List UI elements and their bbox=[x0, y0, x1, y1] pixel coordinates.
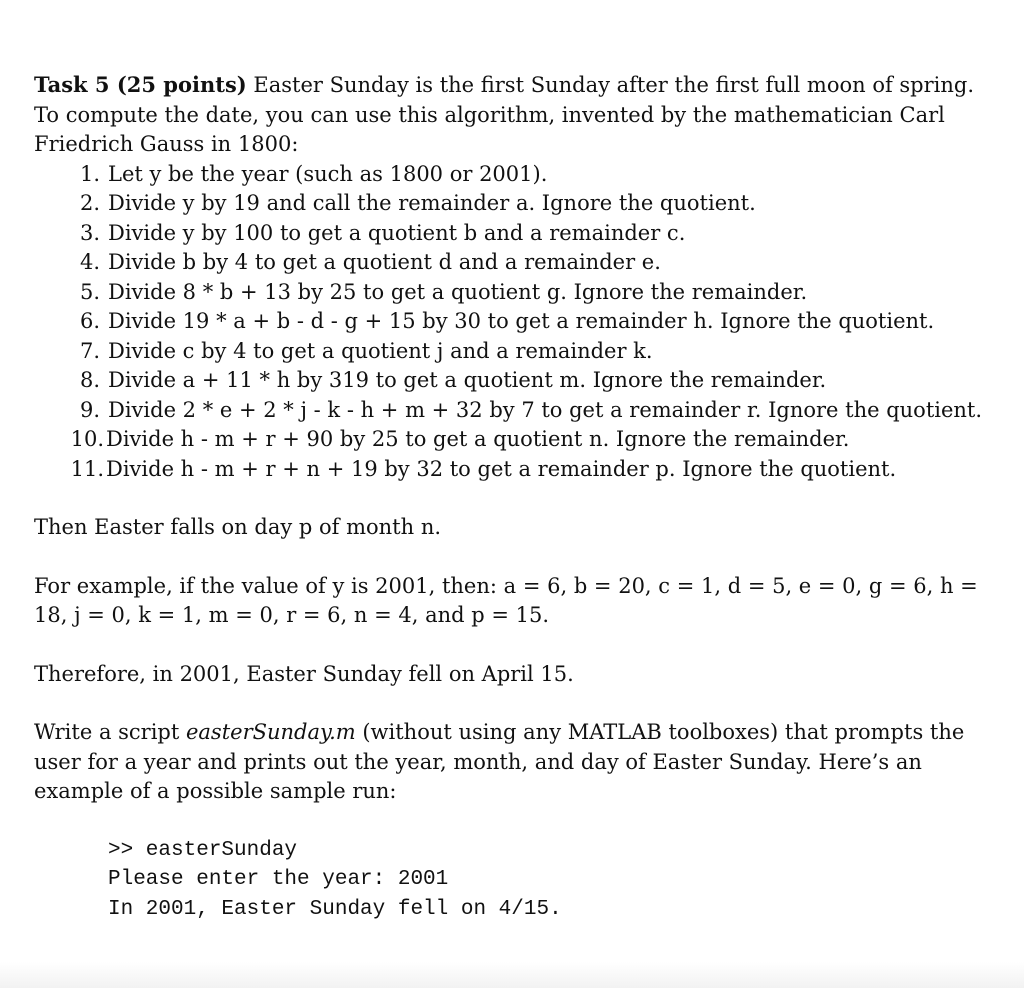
step-number: 7. bbox=[79, 338, 100, 363]
step-text: Divide b by 4 to get a quotient d and a remainder e. bbox=[108, 250, 661, 274]
step-text: Let y be the year (such as 1800 or 2001). bbox=[108, 161, 548, 186]
task-intro-paragraph bbox=[34, 70, 994, 160]
list-item bbox=[34, 366, 994, 396]
list-item bbox=[34, 307, 994, 337]
step-number: 5. bbox=[79, 279, 100, 304]
sample-run-code-block bbox=[34, 836, 994, 925]
step-text: Divide a + 11 * h by 319 to get a quotient m. Ignore the remainder. bbox=[108, 368, 827, 392]
list-item bbox=[34, 455, 994, 485]
list-item bbox=[34, 219, 994, 249]
paragraph-spacer bbox=[34, 631, 994, 660]
step-number: 9. bbox=[79, 397, 100, 422]
code-line: In 2001, Easter Sunday fell on 4/15. bbox=[108, 897, 562, 921]
list-item bbox=[34, 189, 994, 219]
paragraph-spacer bbox=[34, 484, 994, 513]
conclusion-paragraph: Then Easter falls on day p of month n. bbox=[34, 515, 442, 539]
algorithm-steps-list bbox=[34, 160, 994, 485]
step-text: Divide 8 * b + 13 by 25 to get a quotient g. Ignore the remainder. bbox=[108, 279, 808, 304]
list-item bbox=[34, 160, 994, 190]
document-body bbox=[34, 70, 994, 924]
instructions-text-before: Write a script bbox=[34, 720, 186, 744]
instructions-text-after: (without using any MATLAB toolboxes) that prompts the user for a year and prints out the year, month, and day of Easter Sunday. Here’s an example of a possible sample run: bbox=[34, 720, 965, 803]
list-item bbox=[34, 396, 994, 426]
step-number: 4. bbox=[79, 250, 100, 274]
step-text: Divide h - m + r + n + 19 by 32 to get a remainder p. Ignore the quotient. bbox=[106, 456, 897, 481]
step-number: 6. bbox=[79, 309, 100, 333]
page-bottom-fade bbox=[0, 962, 1024, 988]
step-number: 1. bbox=[79, 161, 100, 186]
paragraph-spacer bbox=[34, 543, 994, 572]
step-text: Divide 19 * a + b - d - g + 15 by 30 to get a remainder h. Ignore the quotient. bbox=[108, 309, 935, 333]
task-intro-text: Easter Sunday is the first Sunday after the first full moon of spring. To compute the date, you can use this algorithm, invented by the mathematician Carl Friedrich Gauss in 1800: bbox=[34, 73, 975, 156]
step-number: 10. bbox=[70, 427, 104, 451]
step-number: 2. bbox=[79, 191, 100, 215]
script-filename: easterSunday.m bbox=[185, 720, 356, 744]
step-text: Divide y by 100 to get a quotient b and a remainder c. bbox=[108, 220, 686, 245]
code-line: Please enter the year: 2001 bbox=[108, 868, 449, 891]
list-item bbox=[34, 248, 994, 278]
step-text: Divide h - m + r + 90 by 25 to get a quotient n. Ignore the remainder. bbox=[106, 427, 850, 451]
step-number: 11. bbox=[70, 456, 104, 481]
example-paragraph: For example, if the value of y is 2001, then: a = 6, b = 20, c = 1, d = 5, e = 0, g = 6, h = 18, j = 0, k = 1, m = 0, r = 6, n = 4, and p = 15. bbox=[34, 573, 978, 627]
paragraph-spacer bbox=[34, 807, 994, 836]
list-item bbox=[34, 278, 994, 308]
step-text: Divide 2 * e + 2 * j - k - h + m + 32 by 7 to get a remainder r. Ignore the quotient. bbox=[108, 397, 983, 422]
step-number: 8. bbox=[79, 368, 100, 392]
step-text: Divide y by 19 and call the remainder a. Ignore the quotient. bbox=[108, 191, 756, 215]
step-text: Divide c by 4 to get a quotient j and a remainder k. bbox=[108, 338, 653, 363]
result-paragraph: Therefore, in 2001, Easter Sunday fell on April 15. bbox=[34, 661, 574, 686]
list-item bbox=[34, 425, 994, 455]
instructions-paragraph bbox=[34, 718, 994, 807]
paragraph-spacer bbox=[34, 689, 994, 718]
code-line: >> easterSunday bbox=[108, 838, 298, 862]
step-number: 3. bbox=[79, 220, 100, 245]
list-item bbox=[34, 337, 994, 367]
task-title: Task 5 (25 points) bbox=[34, 72, 247, 97]
